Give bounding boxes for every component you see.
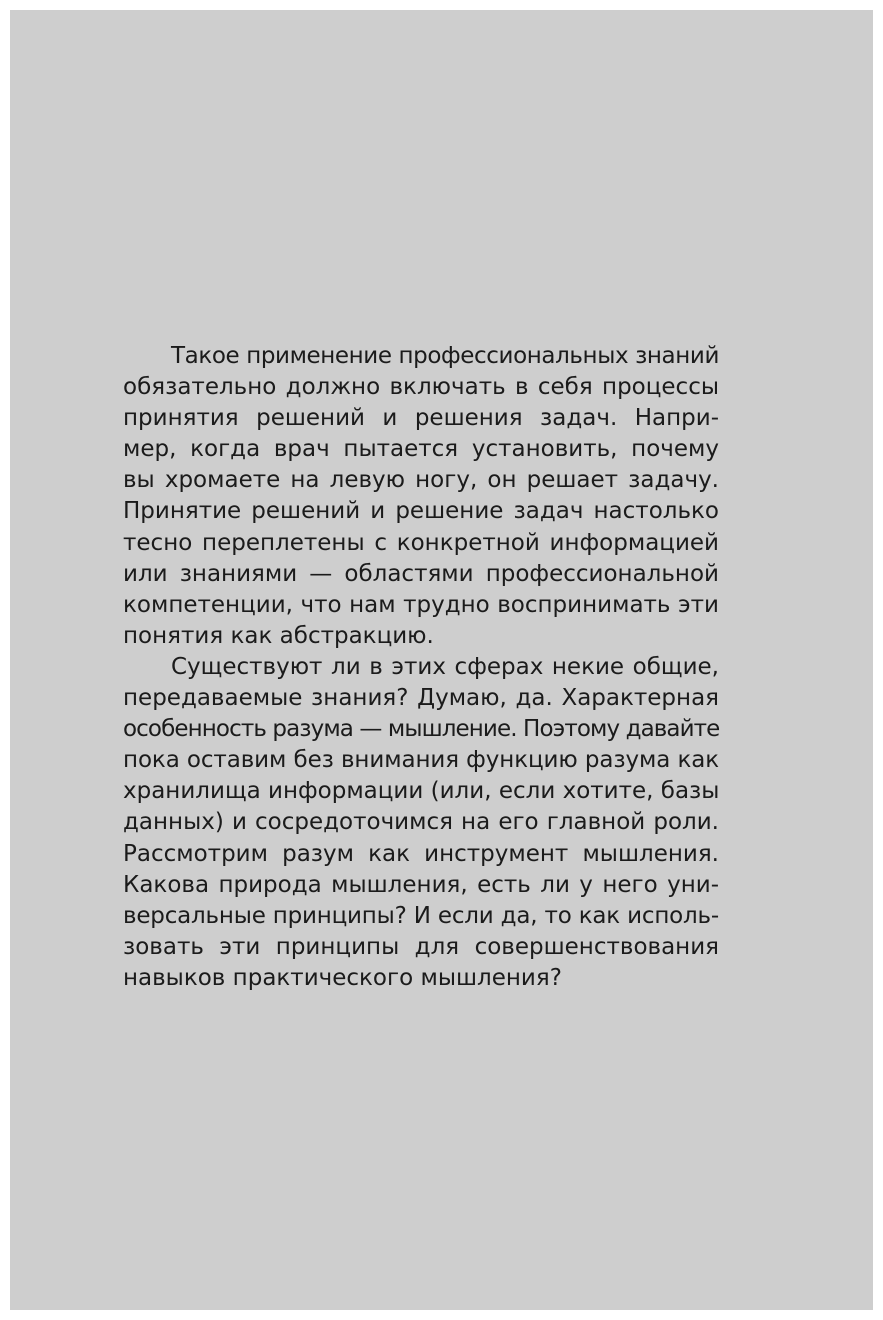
text-line: особенность разума — мышление. Поэтому давайте (123, 716, 720, 743)
text-line: тесно переплетены с конкретной информацией (123, 529, 719, 556)
text-line: хранилища информации (или, если хотите, базы (123, 778, 720, 805)
text-line: понятия как абстракцию. (123, 622, 434, 649)
text-line: мер, когда врач пытается установить, почему (123, 436, 719, 463)
text-line: принятия решений и решения задач. Напри- (123, 405, 719, 432)
text-line: обязательно должно включать в себя процессы (123, 374, 719, 401)
text-line: Существуют ли в этих сферах некие общие, (171, 653, 719, 680)
text-line: или знаниями — областями профессиональной (123, 560, 719, 587)
text-line: передаваемые знания? Думаю, да. Характерная (123, 685, 719, 712)
text-line: Такое применение профессиональных знаний (171, 343, 719, 369)
body-text (123, 341, 719, 994)
paragraph-2 (123, 652, 719, 994)
text-line: Рассмотрим разум как инструмент мышления. (123, 840, 719, 867)
paragraph-1 (123, 341, 719, 652)
text-line: вы хромаете на левую ногу, он решает задачу. (123, 467, 719, 494)
text-line: Какова природа мышления, есть ли у него уни- (123, 871, 719, 898)
book-page (10, 10, 873, 1310)
text-line: зовать эти принципы для совершенствования (123, 933, 719, 960)
text-line: Принятие решений и решение задач настолько (123, 498, 719, 525)
text-line: компетенции, что нам трудно воспринимать эти (123, 591, 719, 618)
text-line: пока оставим без внимания функцию разума как (123, 747, 720, 774)
text-line: навыков практического мышления? (123, 964, 562, 991)
text-line: версальные принципы? И если да, то как исполь- (123, 902, 719, 929)
text-line: данных) и сосредоточимся на его главной роли. (123, 809, 719, 836)
